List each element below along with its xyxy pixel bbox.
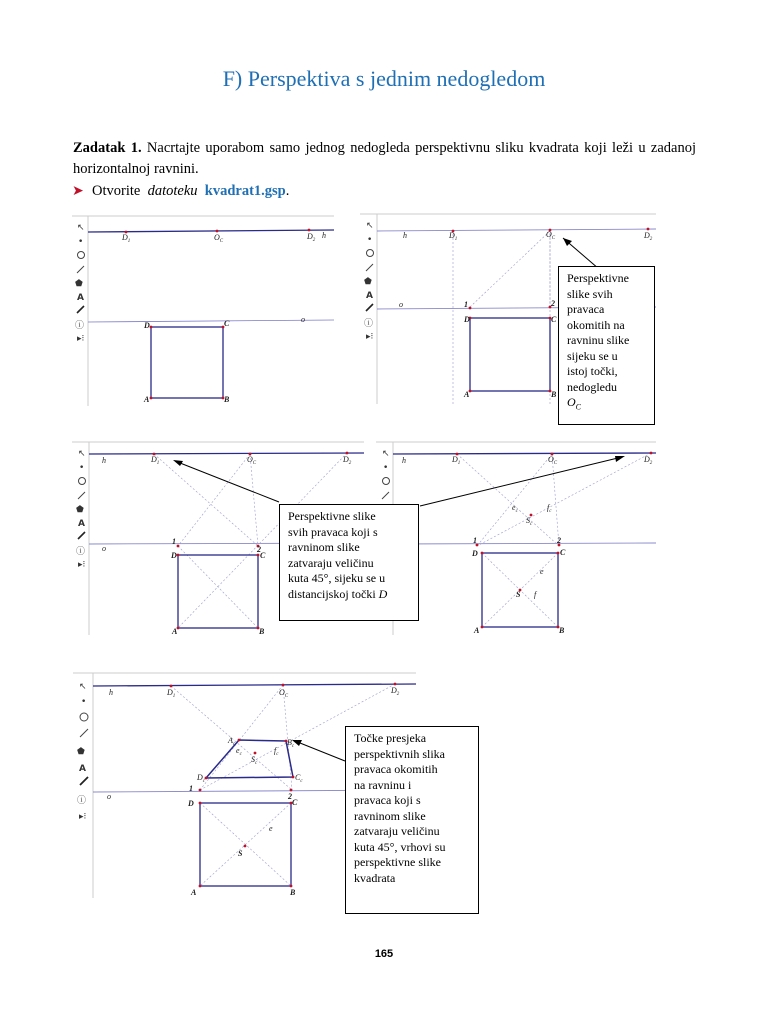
open-verb: Otvorite [92, 183, 141, 199]
label-oc-sub: C [553, 461, 558, 466]
info-tool-icon[interactable]: ⓘ [364, 319, 374, 329]
svg-text:OC [548, 455, 558, 466]
callout-3-line: zatvaraju veličinu [354, 824, 440, 838]
callout-2-line: svih pravaca koji s [288, 524, 378, 539]
callout-arrow [175, 461, 279, 502]
callout-3-line: perspektivnih slika [354, 746, 445, 761]
label-bc: B [287, 738, 292, 747]
arrow-bullet-icon: ➤ [72, 184, 84, 199]
callout-1-line: ravninu slike [567, 333, 630, 347]
label-fc: f [274, 746, 277, 755]
pointer-icon[interactable]: ↖ [382, 449, 390, 459]
arrow-head-icon [615, 456, 625, 462]
label-h: h [402, 456, 406, 465]
svg-text:Sc: $S_c$ [251, 755, 258, 766]
line-tool-icon[interactable] [77, 266, 84, 273]
label-d1: D [122, 233, 128, 242]
label-c: C [560, 548, 566, 557]
callout-1-line: sijeku se u [567, 348, 618, 363]
polygon-tool-icon[interactable]: ⬟ [75, 279, 83, 289]
label-d2-sub: 2 [396, 692, 400, 697]
label-1: 1 [189, 784, 193, 793]
callout-3-line: kuta 45°, vrhovi su [354, 839, 446, 854]
square [178, 555, 258, 628]
label-s: S [516, 590, 521, 599]
label-h: h [102, 456, 106, 465]
label-d2-sub: 2 [649, 461, 653, 466]
callout-3-line: pravaca okomitih [354, 762, 438, 776]
label-c: C [260, 551, 266, 560]
svg-text:D2 [342, 455, 352, 466]
marker-tool-icon[interactable] [366, 304, 373, 311]
custom-tool-icon[interactable]: ▸⁝ [77, 334, 85, 344]
line-tool-icon[interactable] [78, 492, 85, 499]
label-1: 1 [464, 300, 468, 309]
open-file-line [72, 183, 289, 200]
circle-tool-icon[interactable] [80, 713, 88, 721]
label-o: o [107, 792, 111, 801]
label-oc: O [279, 688, 285, 697]
callout-3-line: perspektivne slike [354, 855, 441, 869]
toolbar[interactable] [76, 449, 86, 570]
page-title: F) Perspektiva s jednim nedogledom [222, 66, 546, 91]
callout-2-line: Perspektivne slike [288, 509, 376, 523]
polygon-tool-icon[interactable]: ⬟ [76, 505, 84, 515]
label-d1: D [449, 231, 455, 240]
svg-text:fc: $f_c$ [547, 503, 552, 514]
svg-text:D2 [643, 455, 653, 466]
point-icon[interactable]: • [383, 463, 389, 473]
svg-text:fc: $f_c$ [274, 746, 279, 757]
label-d2-sub: 2 [649, 237, 653, 242]
svg-text:OC [247, 455, 257, 466]
polygon-tool-icon[interactable]: ⬟ [364, 277, 372, 287]
toolbar[interactable] [75, 223, 85, 344]
callout-2-line: kuta 45°, sijeku se u [288, 571, 386, 585]
svg-text:OC [214, 233, 224, 244]
label-c: C [224, 319, 230, 328]
label-d1-sub: 1 [127, 239, 131, 244]
toolbar[interactable] [77, 682, 88, 822]
label-d2: D [644, 455, 650, 464]
label-oc-sub: C [284, 694, 289, 699]
label-d1: D [452, 455, 458, 464]
label-d1-sub: 1 [457, 461, 461, 466]
callout-3-line: pravaca koji s [354, 793, 421, 807]
label-d2: D [307, 232, 313, 241]
label-oc: O [546, 230, 552, 239]
svg-text:D1 [150, 455, 159, 466]
label-d1-sub: 1 [156, 461, 160, 466]
label-2: 2 [288, 792, 292, 801]
label-cc: C [295, 773, 301, 782]
svg-text:D1 [121, 233, 130, 244]
open-word: datoteku [147, 183, 198, 199]
label-2: 2 [557, 536, 561, 545]
svg-text:D1 [448, 231, 457, 242]
callout-arrow [420, 457, 622, 506]
figure-1 [72, 216, 334, 406]
svg-text:ec: $e_c$ [236, 746, 242, 757]
callout-1-line: okomitih na [567, 317, 625, 332]
label-d2-sub: 2 [348, 461, 352, 466]
circle-tool-icon[interactable] [79, 478, 86, 485]
svg-text:Bc: $B_c$ [287, 738, 295, 749]
callout-3-line: kvadrata [354, 870, 396, 885]
label-h: h [322, 231, 326, 240]
label-d1-sub: 1 [172, 694, 176, 699]
label-2: 2 [551, 299, 555, 308]
label-d2: D [343, 455, 349, 464]
label-sc: S [251, 755, 255, 764]
label-a: A [191, 888, 197, 897]
info-tool-icon[interactable]: ⓘ [75, 321, 85, 331]
label-d: D [144, 321, 150, 330]
info-tool-icon[interactable]: ⓘ [77, 796, 87, 806]
horizon-line [89, 453, 364, 454]
callout-3-line: ravninom slike [354, 808, 426, 823]
label-o: o [102, 544, 106, 553]
callout-2-line: zatvaraju veličinu [288, 555, 374, 570]
label-fc: f [547, 503, 550, 512]
label-c: C [551, 315, 557, 324]
label-sc: S [526, 516, 530, 525]
custom-tool-icon[interactable]: ▸⁝ [79, 812, 87, 822]
callout-3 [345, 726, 479, 914]
callout-1-line: nedogledu [567, 379, 617, 394]
label-a: A [474, 626, 480, 635]
callout-1-line: Perspektivne [567, 271, 629, 285]
svg-text:D2 [390, 686, 400, 697]
label-s: S [238, 849, 243, 858]
label-ac: A [228, 736, 233, 745]
pointer-icon[interactable]: ↖ [78, 449, 86, 459]
task-paragraph [73, 138, 696, 180]
label-oc-sub: C [252, 461, 257, 466]
label-b: B [559, 626, 565, 635]
label-d2: D [391, 686, 397, 695]
label-o: o [301, 315, 305, 324]
label-d1: D [151, 455, 157, 464]
label-a: A [144, 395, 150, 404]
label-oc-sub: C [219, 239, 224, 244]
svg-text:D2 [643, 231, 653, 242]
callout-2 [279, 504, 419, 621]
square [470, 318, 550, 391]
custom-tool-icon[interactable]: ▸⁝ [78, 560, 86, 570]
perspective-square [206, 740, 293, 778]
label-2: 2 [257, 545, 261, 554]
label-e: e [269, 824, 273, 833]
custom-tool-icon[interactable]: ▸⁝ [366, 332, 374, 342]
pointer-icon[interactable]: ↖ [77, 223, 85, 233]
callout-2-line: ravninom slike [288, 540, 360, 554]
label-oc-sub: C [551, 236, 556, 241]
square [151, 327, 223, 398]
svg-text:OC [279, 688, 289, 699]
label-oc: O [548, 455, 554, 464]
label-ec: e [236, 746, 240, 755]
toolbar[interactable] [364, 221, 374, 342]
horizon-line [377, 229, 656, 231]
svg-text:D1 [166, 688, 175, 699]
base-line [393, 543, 656, 544]
label-b: B [224, 395, 230, 404]
label-1: 1 [473, 536, 477, 545]
page-number: 165 [374, 948, 394, 960]
file-link[interactable]: kvadrat1.gsp [204, 183, 286, 199]
svg-text:ec: $e_c$ [512, 503, 518, 514]
callout-1-line: istoj točki, [567, 364, 618, 378]
svg-text:Cc: $C_c$ [295, 773, 303, 784]
label-d: D [188, 799, 194, 808]
text-tool-icon[interactable]: A [78, 519, 85, 529]
label-1: 1 [172, 537, 176, 546]
callout-1-line: pravaca [567, 302, 605, 316]
callout-arrow [295, 741, 345, 761]
callout-1-line: slike svih [567, 286, 613, 301]
point-icon[interactable]: • [79, 463, 85, 473]
callout-1 [558, 266, 655, 425]
label-d2-sub: 2 [312, 238, 316, 243]
horizon-line [393, 453, 656, 454]
horizon-line [93, 684, 416, 686]
label-b: B [290, 888, 296, 897]
line-tool-icon[interactable] [80, 729, 88, 737]
callout-2-last: distancijskoj točki D [288, 586, 388, 601]
label-d: D [171, 551, 177, 560]
line-tool-icon[interactable] [382, 492, 389, 499]
callout-1-last: $O_C$ [567, 395, 582, 412]
label-d2: D [644, 231, 650, 240]
label-f: f [534, 590, 537, 599]
point-icon[interactable]: • [78, 237, 84, 247]
callout-3-line: na ravninu i [354, 777, 412, 792]
circle-tool-icon[interactable] [78, 252, 85, 259]
svg-text:Sc: $S_c$ [526, 516, 533, 527]
marker-tool-icon[interactable] [77, 306, 84, 313]
line-tool-icon[interactable] [366, 264, 373, 271]
svg-text:Dc: $D_c$ [197, 773, 206, 784]
svg-text:D1 [451, 455, 460, 466]
task-label: Zadatak 1. [73, 140, 142, 156]
svg-text:D2 [306, 232, 316, 243]
open-end: . [285, 183, 290, 199]
text-tool-icon[interactable]: A [366, 291, 373, 301]
text-tool-icon[interactable]: A [77, 293, 84, 303]
label-o: o [399, 300, 403, 309]
marker-tool-icon[interactable] [78, 532, 85, 539]
text-tool-icon[interactable]: A [79, 764, 86, 774]
arrow-head-icon [173, 460, 183, 466]
label-e: e [540, 567, 544, 576]
label-d: D [472, 549, 478, 558]
svg-text:OC [546, 230, 556, 241]
callout-3-line: Točke presjeka [354, 731, 427, 745]
task-text: Nacrtajte uporabom samo jednog nedogleda perspektivnu sliku kvadrata koji leži u zadanoj horizontalnoj ravnini. [73, 140, 696, 177]
pointer-icon[interactable]: ↖ [79, 682, 87, 692]
label-a: A [464, 390, 470, 399]
svg-text:Ac: $A_c$ [228, 736, 236, 747]
label-d: D [464, 315, 470, 324]
point-icon[interactable]: • [367, 235, 373, 245]
pointer-icon[interactable]: ↖ [366, 221, 374, 231]
point-icon[interactable]: • [81, 697, 87, 707]
label-dc: D [197, 773, 203, 782]
label-ec: e [512, 503, 516, 512]
label-h: h [109, 688, 113, 697]
circle-tool-icon[interactable] [383, 478, 390, 485]
label-c: C [292, 798, 298, 807]
circle-tool-icon[interactable] [367, 250, 374, 257]
label-b: B [259, 627, 265, 636]
label-d1-sub: 1 [454, 237, 458, 242]
label-d1: D [167, 688, 173, 697]
info-tool-icon[interactable]: ⓘ [76, 547, 86, 557]
polygon-tool-icon[interactable]: ⬟ [77, 747, 85, 757]
base-line [88, 320, 334, 322]
label-b: B [551, 390, 557, 399]
marker-tool-icon[interactable] [80, 777, 88, 785]
label-h: h [403, 231, 407, 240]
label-a: A [172, 627, 178, 636]
label-oc: O [247, 455, 253, 464]
label-oc: O [214, 233, 220, 242]
